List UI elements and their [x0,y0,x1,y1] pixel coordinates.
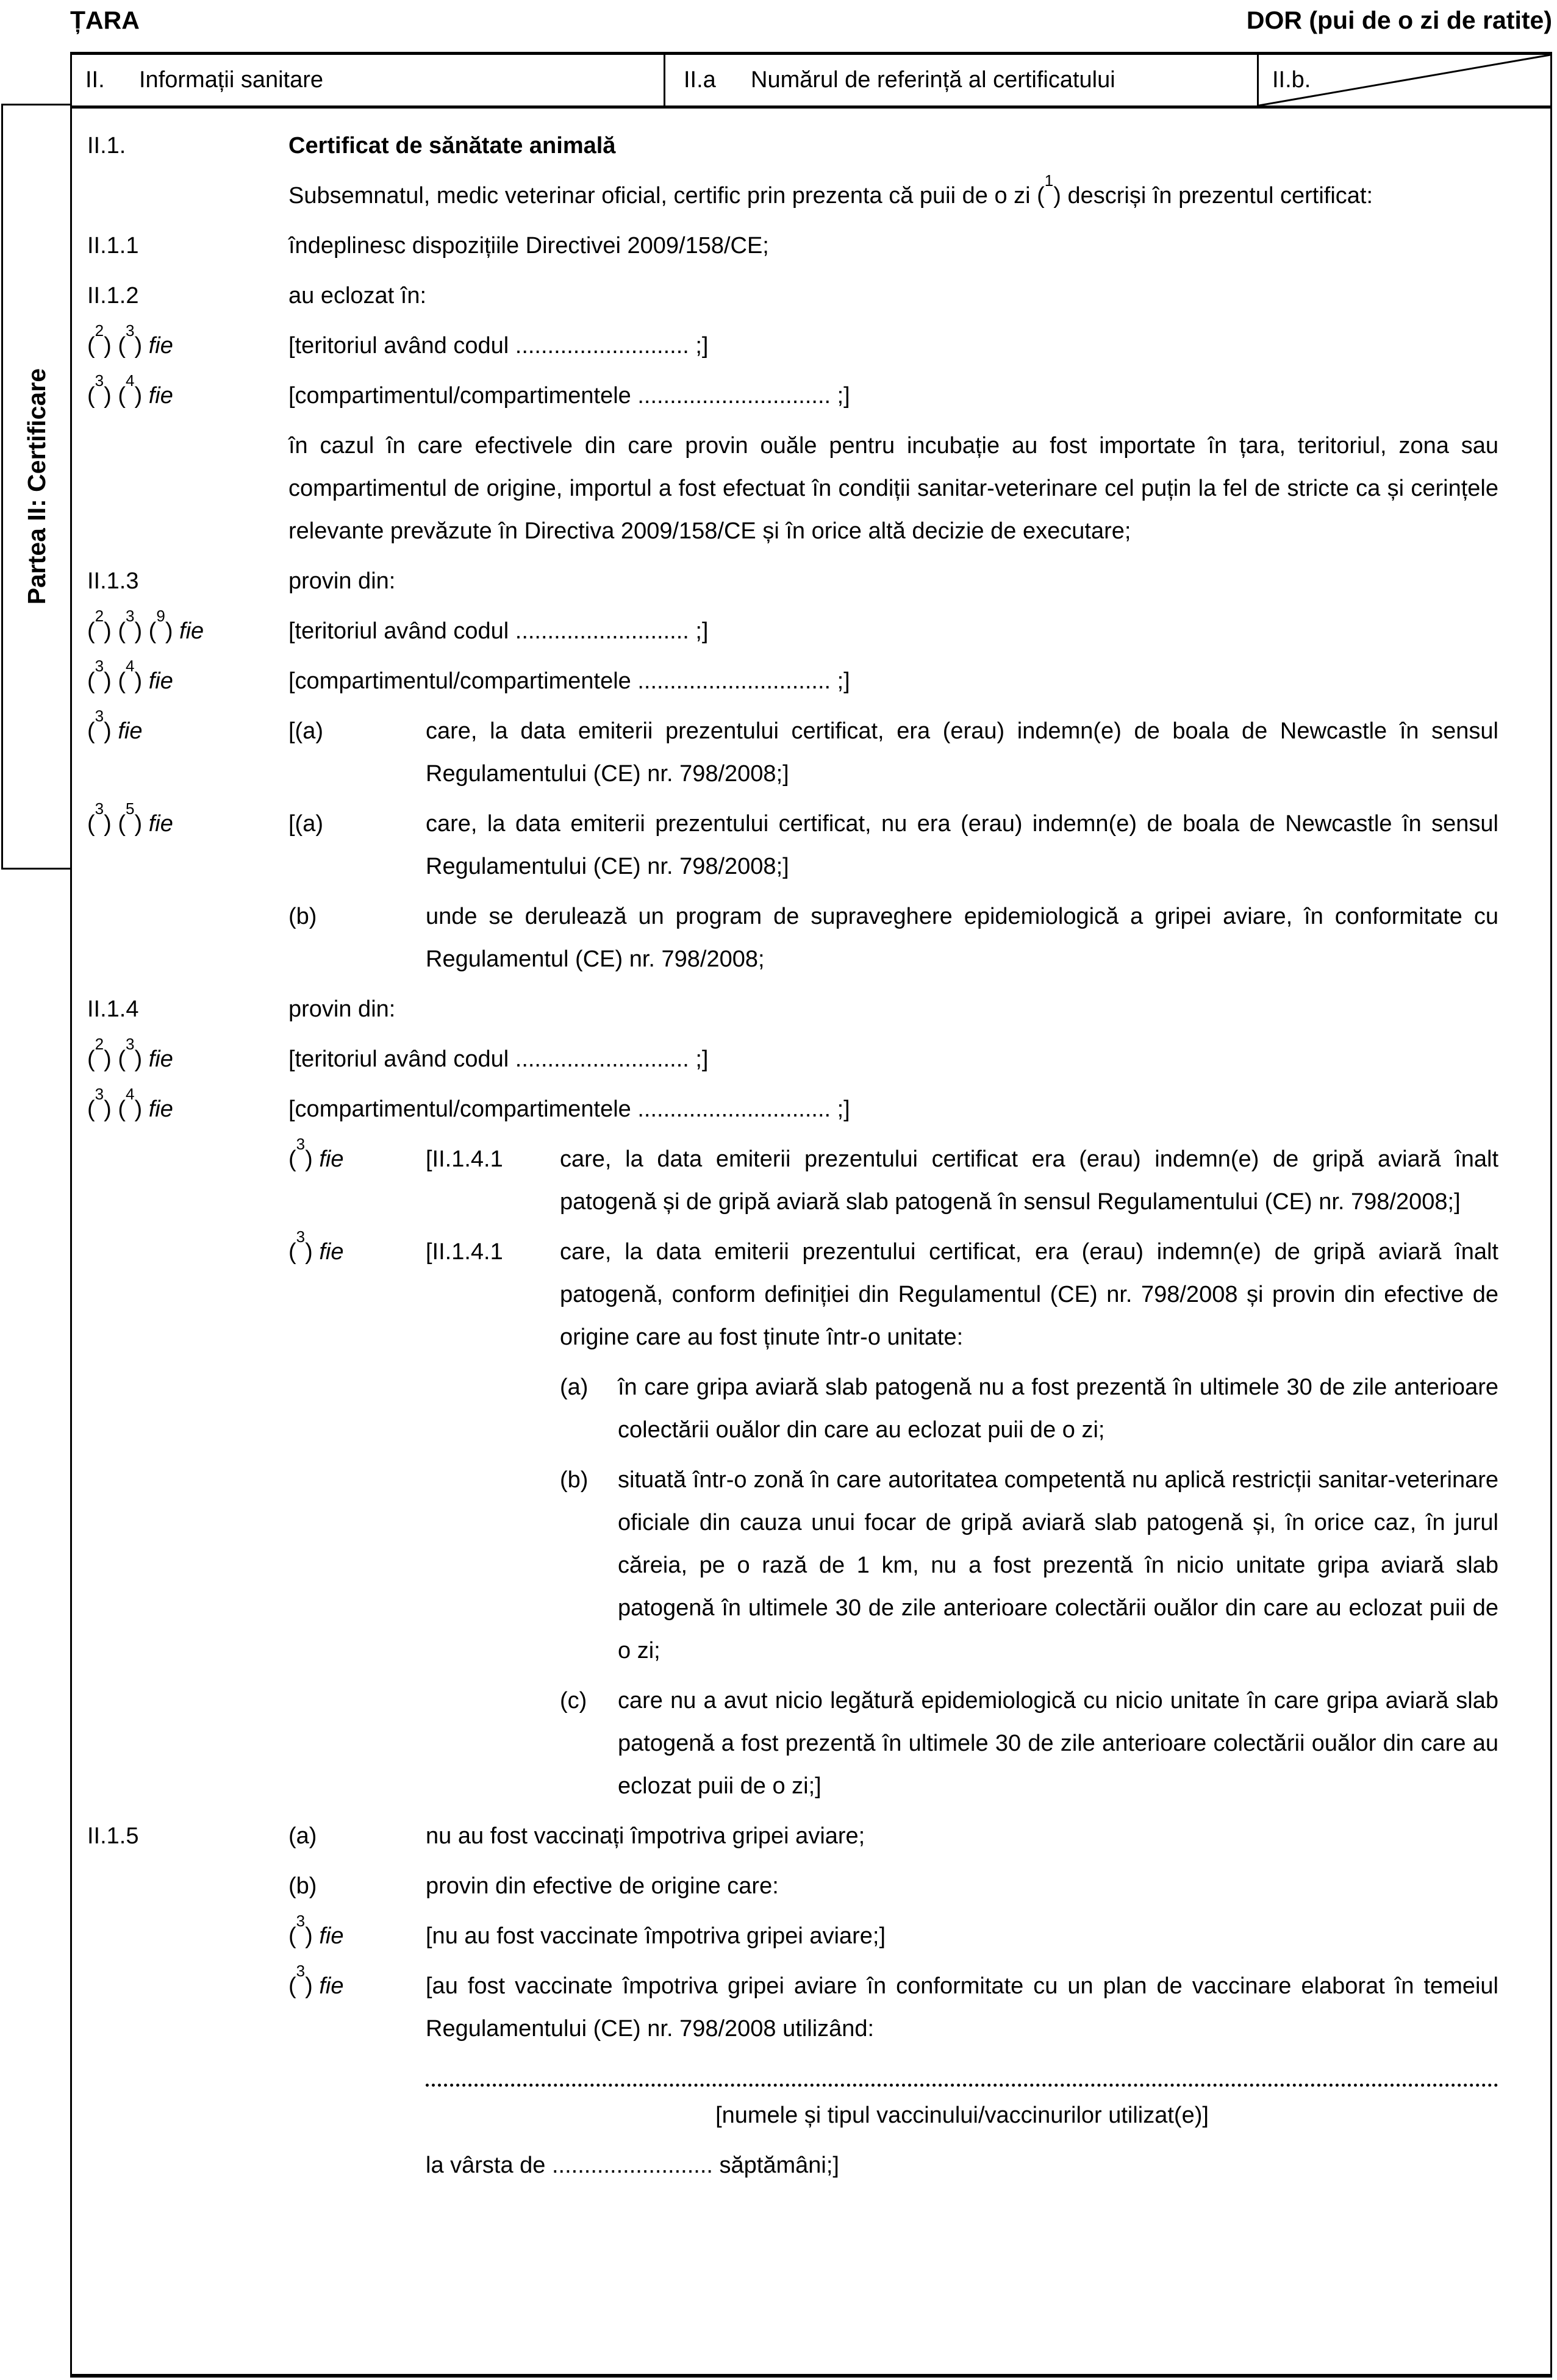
certificate-row [87,1035,1498,1081]
row-marker: [II.1.4.1 [426,1239,503,1265]
row-text: unde se derulează un program de supraveghere epidemiologică a gripei aviare, în conformitate cu Regulamentul (CE) nr. 798/2008; [426,904,1498,972]
dotted-fill-line [426,2057,1498,2087]
row-marker: ($^3$) fie [288,1228,344,1265]
certificate-row [87,1679,1498,1807]
row-label: II.1.3 [87,568,139,594]
row-label: ($^3$) ($^4$) fie [87,657,173,694]
row-text: în cazul în care efectivele din care provin ouăle pentru incubație au fost importate în țara, teritoriul, zona sau compartimentul de origine, importul a fost efectuat în condiții sanitar-veterinare cel puțin la fel de stricte ca și cerințele relevante prevăzute în Directiva 2009/158/CE și în orice altă decizie de executare; [288,433,1498,544]
certificate-body [72,109,1550,2187]
part-ii-sidebar [1,104,72,870]
row-label: II.1. [87,133,126,159]
row-marker: [II.1.4.1 [426,1146,503,1172]
row-label: ($^3$) fie [87,707,143,744]
row-text: care, la data emiterii prezentului certificat, era (erau) indemn(e) de gripă aviară înalt patogenă, conform definiției din Regulamentul (CE) nr. 798/2008 și provin din efective de origine care au fost ținute într-o unitate: [560,1239,1498,1350]
certificate-row [87,224,1498,267]
sidebar-label: Partea II: Certificare [22,368,51,605]
row-label: II.1.5 [87,1823,139,1849]
header-cell-health-information [72,55,664,105]
certificate-row [87,2144,1498,2187]
row-marker: (b) [288,1873,317,1899]
row-text: la vârsta de ......................... săptămâni;] [426,2153,839,2178]
certificate-row [87,657,1498,702]
certificate-row [87,607,1498,652]
row-text: provin din: [288,996,396,1022]
certificate-row [87,1135,1498,1223]
certificate-row [87,2094,1498,2137]
table-header-row [72,55,1550,109]
row-text: care, la data emiterii prezentului certificat era (erau) indemn(e) de gripă aviară înalt patogenă și de gripă aviară slab patogenă în sensul Regulamentului (CE) nr. 798/2008;] [560,1146,1498,1215]
certificate-type-label: DOR (pui de o zi de ratite) [1246,6,1552,34]
certificate-row [87,1912,1498,1957]
row-text: care nu a avut nicio legătură epidemiologică cu nicio unitate în care gripa aviară slab patogenă a fost prezentă în ultimele 30 de zile anterioare colectării ouălor din care au eclozat puii de o zi;] [618,1688,1498,1799]
diagonal-line [1259,55,1550,105]
header-num-ii: II. [85,67,105,93]
certificate-table [70,52,1552,2378]
row-text: care, la data emiterii prezentului certificat, era (erau) indemn(e) de boala de Newcastle în sensul Regulamentului (CE) nr. 798/2008;] [426,718,1498,787]
row-text: situată într-o zonă în care autoritatea competentă nu aplică restricții sanitar-veterinare oficiale din cauza unui focar de gripă aviară slab patogenă și, în orice caz, în jurul căreia, pe o rază de 1 km, nu a fost prezentă în nicio unitate gripa aviară slab patogenă în ultimele 30 de zile anterioare colectării ouălor din care au eclozat puii de o zi; [618,1467,1498,1663]
certificate-row [87,1962,1498,2050]
row-text: îndeplinesc dispozițiile Directivei 2009/158/CE; [288,233,769,259]
certificate-row [87,171,1498,217]
row-label: II.1.2 [87,283,139,309]
certificate-row [87,321,1498,367]
row-marker: ($^3$) fie [288,1135,344,1172]
certificate-row [87,124,1498,167]
certificate-row [87,895,1498,981]
row-label: ($^2$) ($^3$) fie [87,321,173,359]
header-cell-certificate-reference [664,55,1257,105]
row-text: [teritoriul având codul ........................... ;] [288,1046,709,1072]
certificate-row [87,2057,1498,2087]
row-marker: ($^3$) fie [288,1962,344,1999]
row-text: au eclozat în: [288,283,427,309]
row-text: în care gripa aviară slab patogenă nu a fost prezentă în ultimele 30 de zile anterioare colectării ouălor din care au eclozat puii de o zi; [618,1374,1498,1443]
row-label: ($^3$) ($^5$) fie [87,799,173,837]
row-marker: (c) [560,1688,587,1714]
row-text: provin din: [288,568,396,594]
row-text: provin din efective de origine care: [426,1873,779,1899]
row-text: Subsemnatul, medic veterinar oficial, certific prin prezenta că puii de o zi ($^1$) descriși în prezentul certificat: [288,171,1373,209]
country-label: ȚARA [70,6,140,34]
page-top-labels [70,6,1552,35]
row-label: ($^2$) ($^3$) fie [87,1035,173,1072]
row-marker: (a) [560,1374,589,1400]
row-marker: [(a) [288,718,323,744]
certificate-row [87,799,1498,888]
row-marker: (a) [288,1823,317,1849]
header-num-iia: II.a [684,67,716,93]
row-text: [teritoriul având codul ........................... ;] [288,333,709,359]
certificate-row [87,988,1498,1031]
row-text: nu au fost vaccinați împotriva gripei aviare; [426,1823,865,1849]
row-label: ($^3$) ($^4$) fie [87,371,173,409]
row-marker: ($^3$) fie [288,1912,344,1949]
certificate-row [87,1085,1498,1131]
certificate-row [87,707,1498,795]
certificate-row [87,424,1498,552]
row-label: II.1.1 [87,233,139,259]
row-text: [compartimentul/compartimentele .............................. ;] [288,383,850,409]
certificate-row [87,560,1498,602]
certificate-row [87,371,1498,417]
row-marker: (b) [560,1467,589,1493]
certificate-row [87,1366,1498,1451]
row-label: ($^3$) ($^4$) fie [87,1085,173,1122]
row-text: [au fost vaccinate împotriva gripei aviare în conformitate cu un plan de vaccinare elaborat în temeiul Regulamentului (CE) nr. 798/2008 utilizând: [426,1973,1498,2042]
header-num-iib: II.b. [1272,67,1311,93]
row-text: Certificat de sănătate animală [288,133,616,159]
row-marker: (b) [288,904,317,929]
certificate-row [87,1228,1498,1359]
row-text: [nu au fost vaccinate împotriva gripei aviare;] [426,1923,886,1949]
row-text: care, la data emiterii prezentului certificat, nu era (erau) indemn(e) de boala de Newcastle în sensul Regulamentului (CE) nr. 798/2008;] [426,811,1498,879]
row-marker: [(a) [288,811,323,837]
header-cell-iib [1257,55,1550,105]
certificate-row [87,1865,1498,1907]
header-label-certificate-reference: Numărul de referință al certificatului [751,67,1115,93]
certificate-row [87,1459,1498,1672]
row-text: [compartimentul/compartimentele .............................. ;] [288,1096,850,1122]
row-label: ($^2$) ($^3$) ($^9$) fie [87,607,204,644]
row-text: [teritoriul având codul ........................... ;] [288,618,709,644]
row-label: II.1.4 [87,996,139,1022]
certificate-row [87,274,1498,317]
row-text: [compartimentul/compartimentele .............................. ;] [288,668,850,694]
header-label-health-information: Informații sanitare [139,67,324,93]
row-text: [numele și tipul vaccinului/vaccinurilor utilizat(e)] [715,2103,1209,2128]
certificate-row [87,1815,1498,1857]
